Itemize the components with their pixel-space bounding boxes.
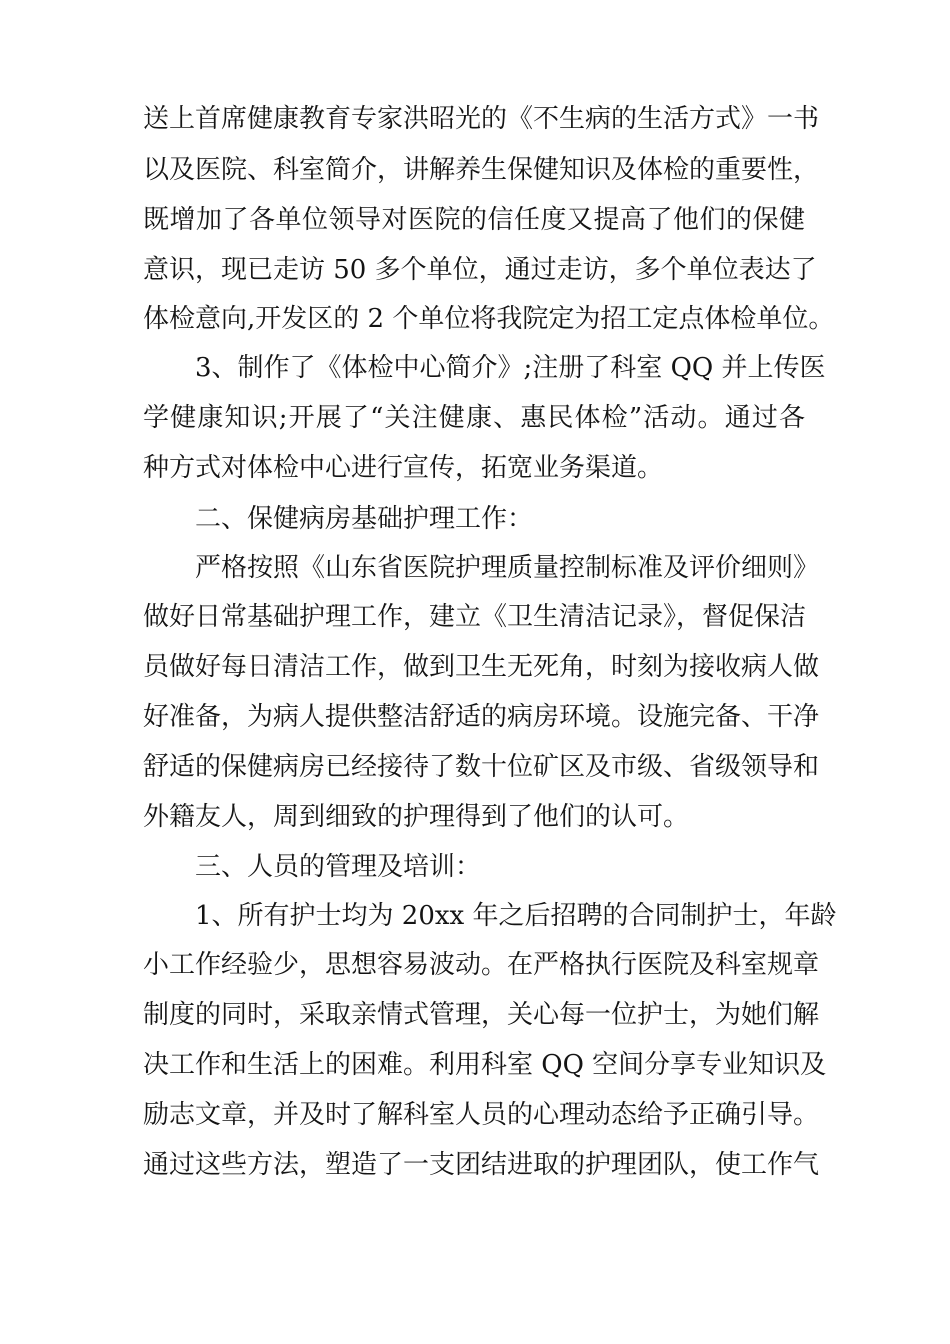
text-line: 员做好每日清洁工作，做到卫生无死角，时刻为接收病人做	[143, 652, 820, 682]
paragraph-first-line: 3、制作了《体检中心简介》;注册了科室 QQ 并上传医	[195, 353, 826, 383]
text-line: 外籍友人，周到细致的护理得到了他们的认可。	[143, 802, 690, 832]
section-heading: 二、保健病房基础护理工作：	[195, 504, 534, 534]
paragraph-first-line: 严格按照《山东省医院护理质量控制标准及评价细则》	[195, 553, 820, 583]
text-line: 励志文章，并及时了解科室人员的心理动态给予正确引导。	[143, 1100, 820, 1130]
text-line: 送上首席健康教育专家洪昭光的《不生病的生活方式》一书	[143, 104, 820, 134]
text-line: 学健康知识;开展了“关注健康、惠民体检”活动。通过各	[143, 403, 805, 433]
text-line: 体检意向,开发区的 2 个单位将我院定为招工定点体检单位。	[143, 304, 835, 334]
text-line: 小工作经验少，思想容易波动。在严格执行医院及科室规章	[143, 950, 820, 980]
section-heading: 三、人员的管理及培训：	[195, 852, 482, 882]
text-line: 通过这些方法，塑造了一支团结进取的护理团队，使工作气	[143, 1150, 820, 1180]
paragraph-first-line: 1、所有护士均为 20xx 年之后招聘的合同制护士，年龄	[195, 901, 837, 931]
text-line: 以及医院、科室简介，讲解养生保健知识及体检的重要性，	[143, 155, 820, 185]
text-line: 既增加了各单位领导对医院的信任度又提高了他们的保健	[143, 205, 805, 235]
text-line: 舒适的保健病房已经接待了数十位矿区及市级、省级领导和	[143, 752, 820, 782]
text-line: 做好日常基础护理工作，建立《卫生清洁记录》，督促保洁	[143, 602, 807, 632]
text-line: 种方式对体检中心进行宣传，拓宽业务渠道。	[143, 453, 664, 483]
text-line: 决工作和生活上的困难。利用科室 QQ 空间分享专业知识及	[143, 1050, 827, 1080]
text-line: 制度的同时，采取亲情式管理，关心每一位护士，为她们解	[143, 1000, 820, 1030]
text-line: 好准备，为病人提供整洁舒适的病房环境。设施完备、干净	[143, 702, 820, 732]
text-line: 意识，现已走访 50 多个单位，通过走访，多个单位表达了	[143, 255, 817, 285]
